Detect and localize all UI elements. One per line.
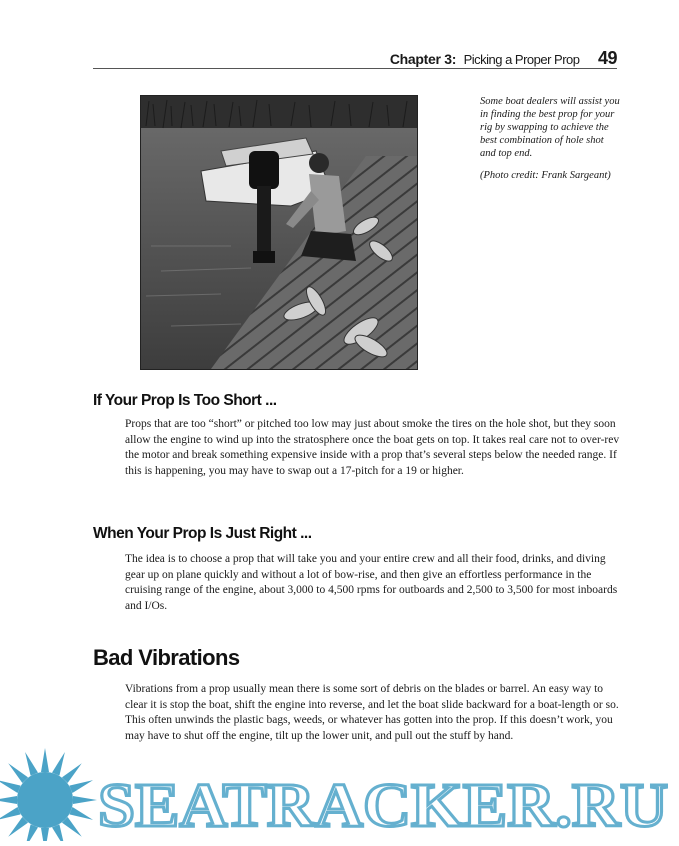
boat-prop-photo [140,95,418,370]
seatracker-watermark [0,740,679,841]
heading-prop-too-short: If Your Prop Is Too Short ... [93,392,277,409]
page-number: 49 [597,48,617,68]
paragraph-prop-too-short: Props that are too “short” or pitched too low may just about smoke the tires on the hole shot, but they soon allow the engine to wind up into the stratosphere once the boat gets on top. It takes real care not to over-rev the motor and break something expensive inside with a prop that’s several steps below the needed range. If this is happening, you may have to swap out a 17-pitch for a 19 or higher. [125,418,620,477]
header-rule [93,68,617,69]
paragraph-prop-just-right: The idea is to choose a prop that will take you and your entire crew and all their food, drinks, and diving gear up on plane quickly and without a lot of bow-rise, and then give an effortless performance in the cruising range of the engine, about 3,000 to 4,500 rpms for outboards and 2,500 to 3,500 for most inboards and I/Os. [125,553,618,612]
photo-credit: (Photo credit: Frank Sargeant) [480,170,611,181]
chapter-label: Chapter 3: [389,51,457,67]
running-header [93,48,617,68]
watermark-text: SEATRACKER.RU [98,772,668,840]
heading-bad-vibrations: Bad Vibrations [93,645,240,670]
heading-prop-just-right: When Your Prop Is Just Right ... [93,525,312,542]
caption-text: Some boat dealers will assist you in finding the best prop for your rig by swapping to achieve the best combination of hole shot and top end. [480,96,620,159]
sun-logo-icon [0,748,97,841]
paragraph-bad-vibrations: Vibrations from a prop usually mean there is some sort of debris on the blades or barrel. An easy way to clear it is stop the boat, shift the engine into reverse, and let the boat slide backward for a boat-length or so. This often unwinds the plastic bags, weeds, or whatever has gotten into the prop. If this doesn’t work, you may have to shut off the engine, tilt up the lower unit, and pull out the stuff by hand. [125,683,619,742]
photo-caption [480,95,620,191]
chapter-title: Picking a Proper Prop [463,52,580,67]
